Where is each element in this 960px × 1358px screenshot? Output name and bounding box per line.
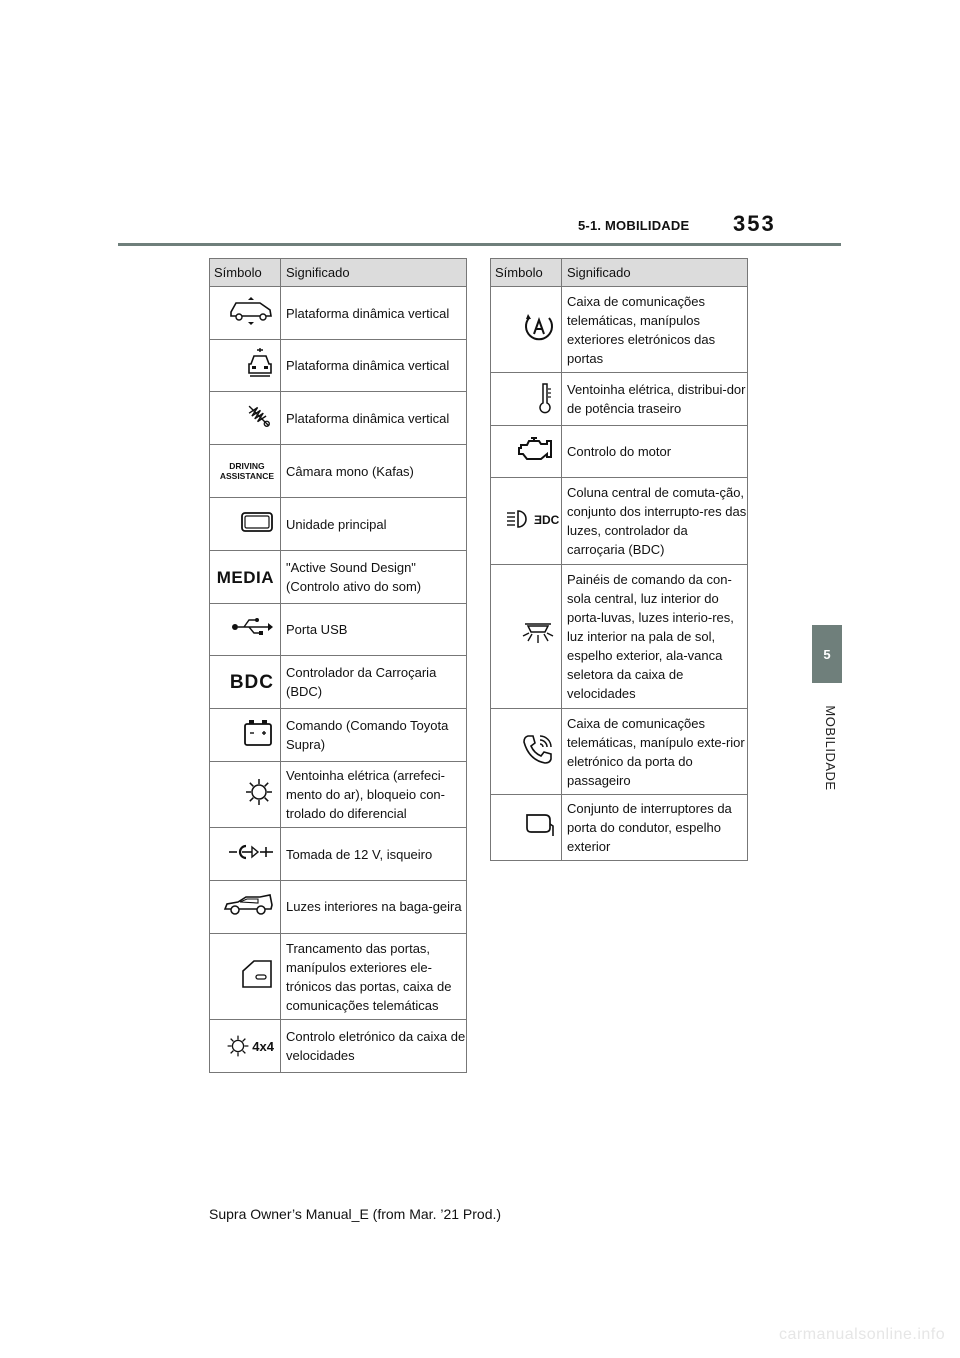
row-text: Controlo eletrónico da caixa de velocidades [281, 1020, 467, 1073]
bdc-icon: BDC [229, 672, 274, 694]
table-row [210, 934, 467, 1020]
chapter-tab [812, 625, 842, 683]
door-handle-icon [240, 959, 274, 994]
row-text: Trancamento das portas, manípulos exteriores ele-trónicos das portas, caixa de comunicações telemáticas [281, 934, 467, 1020]
table-row [210, 709, 467, 762]
table-row [491, 426, 748, 478]
row-text: Caixa de comunicações telemáticas, manípulo exte-rior eletrónico da porta do passageiro [562, 709, 748, 795]
table-row [210, 762, 467, 828]
row-text: Câmara mono (Kafas) [281, 445, 467, 498]
col-header-symbol: Símbolo [210, 259, 281, 287]
row-text: Luzes interiores na baga-geira [281, 881, 467, 934]
watermark: carmanualsonline.info [779, 1326, 946, 1343]
table-row [210, 445, 467, 498]
row-text: Controlador da Carroçaria (BDC) [281, 656, 467, 709]
row-text: Plataforma dinâmica vertical [281, 287, 467, 340]
row-text: Controlo do motor [562, 426, 748, 478]
table-row [491, 709, 748, 795]
row-text: Tomada de 12 V, isqueiro [281, 828, 467, 881]
row-text: Ventoinha elétrica, distribui-dor de potência traseiro [562, 373, 748, 426]
shock-absorber-icon [244, 401, 274, 436]
assist-a-icon [523, 310, 555, 349]
coupe-car-icon [222, 893, 274, 922]
mirror-icon [523, 812, 555, 843]
footer-text: Supra Owner’s Manual_E (from Mar. ’21 Prod.) [209, 1206, 502, 1222]
media-icon: MEDIA [216, 568, 274, 588]
row-text: Plataforma dinâmica vertical [281, 392, 467, 445]
plug-socket-icon [228, 843, 274, 866]
table-row [491, 565, 748, 709]
row-text: Coluna central de comuta-ção, conjunto dos interrupto-res das luzes, controlador da carroçaria (BDC) [562, 478, 748, 565]
table-row [491, 373, 748, 426]
table-row [210, 287, 467, 340]
table-row [491, 795, 748, 861]
interior-light-icon [521, 622, 555, 651]
table-row [491, 478, 748, 565]
table-row [491, 287, 748, 373]
row-text: Caixa de comunicações telemáticas, manípulos exteriores eletrónicos das portas [562, 287, 748, 373]
chapter-number: 5 [823, 646, 831, 662]
table-row [210, 551, 467, 604]
row-text: Ventoinha elétrica (arrefeci-mento do ar), bloqueio con-trolado do diferencial [281, 762, 467, 828]
header-divider [118, 243, 841, 246]
driving-assistance-icon: DRIVING ASSISTANCE [219, 461, 274, 482]
battery-icon [242, 718, 274, 753]
headlight-icon [505, 508, 560, 535]
gear-4x4-icon: 4x4 [226, 1034, 274, 1058]
symbol-table-left [209, 258, 467, 1073]
display-screen-icon [240, 511, 274, 538]
suv-vertical-arrows-icon [228, 296, 274, 331]
row-text: Unidade principal [281, 498, 467, 551]
col-header-meaning: Significado [562, 259, 748, 287]
row-text: Comando (Comando Toyota Supra) [281, 709, 467, 762]
page-number: 353 [733, 211, 776, 236]
car-front-lift-icon [246, 348, 274, 383]
chapter-label: MOBILIDADE [823, 705, 838, 791]
engine-icon [515, 435, 555, 468]
row-text: "Active Sound Design" (Controlo ativo do som) [281, 551, 467, 604]
table-row [210, 392, 467, 445]
table-row [210, 604, 467, 656]
usb-icon [230, 617, 274, 642]
phone-icon [521, 732, 555, 771]
col-header-meaning: Significado [281, 259, 467, 287]
section-title: 5-1. MOBILIDADE [578, 218, 690, 233]
symbol-table-right [490, 258, 748, 861]
thermometer-icon [535, 381, 555, 418]
gear-icon [244, 777, 274, 812]
table-row [210, 1020, 467, 1073]
svg-text:ƎDC: ƎDC [534, 512, 560, 527]
row-text: Painéis de comando da con-sola central, luz interior do porta-luvas, luzes interio-res, luz interior na pala de sol, espelho exterior, ala-vanca seletora da caixa de velocidades [562, 565, 748, 709]
row-text: Conjunto de interruptores da porta do condutor, espelho exterior [562, 795, 748, 861]
table-row [210, 881, 467, 934]
row-text: Plataforma dinâmica vertical [281, 340, 467, 392]
row-text: Porta USB [281, 604, 467, 656]
table-row [210, 340, 467, 392]
table-row [210, 828, 467, 881]
col-header-symbol: Símbolo [491, 259, 562, 287]
table-row [210, 498, 467, 551]
table-row [210, 656, 467, 709]
